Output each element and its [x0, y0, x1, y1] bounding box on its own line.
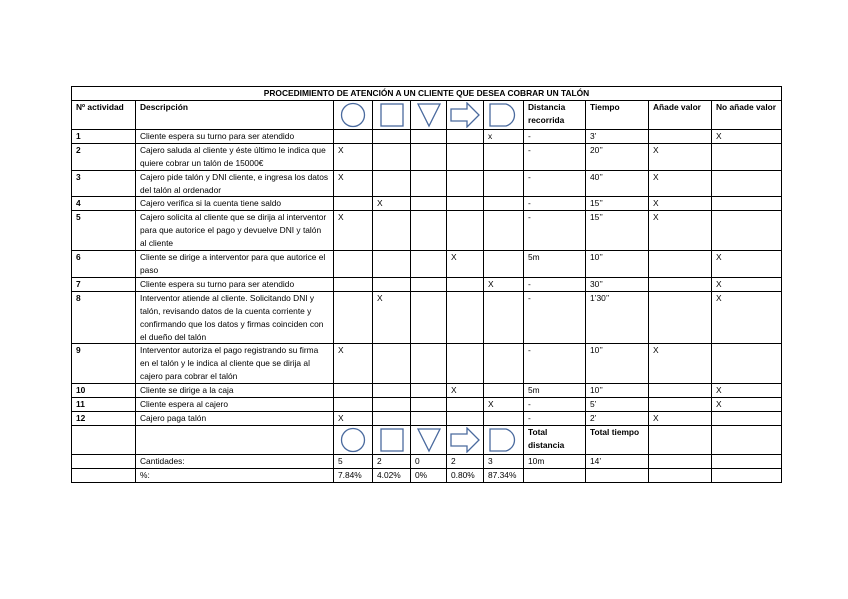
mark-adds-value [649, 129, 712, 143]
mark-adds-value: X [649, 411, 712, 425]
mark-inspection [373, 277, 411, 291]
mark-inspection: X [373, 197, 411, 211]
mark-transport [447, 344, 484, 384]
activity-time: 10’’ [586, 251, 649, 278]
mark-no-value [712, 143, 782, 170]
activity-distance: 5m [524, 251, 586, 278]
activity-description: Cajero verifica si la cuenta tiene saldo [136, 197, 334, 211]
header-symbol-5 [484, 100, 524, 129]
mark-no-value: X [712, 277, 782, 291]
total-distance-label: Total distancia [524, 425, 586, 454]
storage-triangle-icon [411, 102, 446, 128]
table-row [72, 344, 782, 384]
mark-inspection [373, 251, 411, 278]
activity-time: 15’’ [586, 197, 649, 211]
header-symbol-3 [411, 100, 447, 129]
mark-no-value [712, 197, 782, 211]
header-no-value: No añade valor [712, 100, 782, 129]
header-num: Nº actividad [72, 100, 136, 129]
activity-distance: - [524, 344, 586, 384]
table-row [72, 384, 782, 398]
mark-no-value [712, 211, 782, 251]
activity-time: 40’’ [586, 170, 649, 197]
mark-operation: X [334, 344, 373, 384]
quantity-c2: 2 [373, 454, 411, 468]
activity-description: Cliente se dirige a la caja [136, 384, 334, 398]
table-row [72, 129, 782, 143]
activity-number: 2 [72, 143, 136, 170]
mark-no-value [712, 170, 782, 197]
quantities-row [72, 454, 782, 468]
quantity-c4: 2 [447, 454, 484, 468]
table-row [72, 277, 782, 291]
activity-number: 8 [72, 291, 136, 344]
activity-distance: - [524, 197, 586, 211]
mark-storage [411, 197, 447, 211]
mark-delay: X [484, 277, 524, 291]
activity-number: 3 [72, 170, 136, 197]
mark-delay [484, 197, 524, 211]
activity-distance: - [524, 398, 586, 412]
mark-delay: X [484, 398, 524, 412]
operation-circle-icon [334, 427, 372, 453]
mark-operation: X [334, 143, 373, 170]
activity-number: 6 [72, 251, 136, 278]
storage-triangle-icon [411, 427, 446, 453]
mark-inspection [373, 143, 411, 170]
mark-storage [411, 398, 447, 412]
summary-symbol-3 [411, 425, 447, 454]
activity-number: 1 [72, 129, 136, 143]
activity-distance: - [524, 277, 586, 291]
mark-adds-value: X [649, 143, 712, 170]
mark-operation: X [334, 411, 373, 425]
table-title: PROCEDIMIENTO DE ATENCIÓN A UN CLIENTE QUE DESEA COBRAR UN TALÓN [72, 87, 782, 101]
mark-no-value: X [712, 251, 782, 278]
mark-storage [411, 211, 447, 251]
mark-inspection [373, 411, 411, 425]
header-distance: Distancia recorrida [524, 100, 586, 129]
mark-transport [447, 291, 484, 344]
activity-description: Cliente espera su turno para ser atendido [136, 129, 334, 143]
percent-c3: 0% [411, 468, 447, 482]
summary-symbol-row [72, 425, 782, 454]
mark-no-value [712, 344, 782, 384]
activity-distance: - [524, 143, 586, 170]
activity-distance: - [524, 211, 586, 251]
quantity-distance: 10m [524, 454, 586, 468]
quantities-label: Cantidades: [136, 454, 334, 468]
activity-description: Cliente espera su turno para ser atendido [136, 277, 334, 291]
mark-delay [484, 251, 524, 278]
table-row [72, 211, 782, 251]
mark-adds-value: X [649, 344, 712, 384]
mark-operation [334, 291, 373, 344]
mark-storage [411, 384, 447, 398]
inspection-square-icon [373, 427, 410, 453]
summary-symbol-2 [373, 425, 411, 454]
activity-distance: - [524, 170, 586, 197]
mark-inspection [373, 211, 411, 251]
summary-symbol-1 [334, 425, 373, 454]
mark-storage [411, 129, 447, 143]
mark-transport [447, 197, 484, 211]
mark-operation: X [334, 211, 373, 251]
delay-d-icon [484, 102, 523, 128]
table-row [72, 143, 782, 170]
mark-transport [447, 143, 484, 170]
activity-time: 1’30’’ [586, 291, 649, 344]
mark-operation [334, 251, 373, 278]
mark-transport [447, 398, 484, 412]
quantity-time: 14’ [586, 454, 649, 468]
activity-number: 5 [72, 211, 136, 251]
mark-transport [447, 277, 484, 291]
mark-storage [411, 251, 447, 278]
header-adds-value: Añade valor [649, 100, 712, 129]
mark-storage [411, 277, 447, 291]
activity-number: 10 [72, 384, 136, 398]
activity-description: Cajero pide talón y DNI cliente, e ingresa los datos del talón al ordenador [136, 170, 334, 197]
mark-inspection [373, 129, 411, 143]
activity-time: 30’’ [586, 277, 649, 291]
mark-no-value: X [712, 291, 782, 344]
activity-time: 5’ [586, 398, 649, 412]
mark-storage [411, 344, 447, 384]
quantity-c5: 3 [484, 454, 524, 468]
mark-transport: X [447, 384, 484, 398]
header-symbol-4 [447, 100, 484, 129]
mark-adds-value: X [649, 211, 712, 251]
mark-transport [447, 411, 484, 425]
mark-delay [484, 344, 524, 384]
percent-label: %: [136, 468, 334, 482]
quantity-c3: 0 [411, 454, 447, 468]
quantity-c1: 5 [334, 454, 373, 468]
activity-description: Cajero paga talón [136, 411, 334, 425]
mark-inspection [373, 398, 411, 412]
mark-adds-value: X [649, 197, 712, 211]
mark-adds-value [649, 277, 712, 291]
summary-symbol-4 [447, 425, 484, 454]
mark-inspection: X [373, 291, 411, 344]
header-row [72, 100, 782, 129]
summary-symbol-5 [484, 425, 524, 454]
inspection-square-icon [373, 102, 410, 128]
mark-operation [334, 398, 373, 412]
activity-time: 15’’ [586, 211, 649, 251]
mark-adds-value [649, 398, 712, 412]
mark-inspection [373, 384, 411, 398]
mark-adds-value [649, 384, 712, 398]
mark-delay [484, 211, 524, 251]
mark-inspection [373, 170, 411, 197]
header-symbol-2 [373, 100, 411, 129]
mark-delay [484, 291, 524, 344]
percent-c2: 4.02% [373, 468, 411, 482]
activity-time: 3’ [586, 129, 649, 143]
header-time: Tiempo [586, 100, 649, 129]
mark-operation: X [334, 170, 373, 197]
mark-storage [411, 170, 447, 197]
header-desc: Descripción [136, 100, 334, 129]
table-row [72, 251, 782, 278]
activity-time: 20’’ [586, 143, 649, 170]
table-row [72, 291, 782, 344]
activity-description: Cajero saluda al cliente y éste último le indica que quiere cobrar un talón de 15000€ [136, 143, 334, 170]
mark-adds-value [649, 291, 712, 344]
mark-storage [411, 411, 447, 425]
header-symbol-1 [334, 100, 373, 129]
activity-time: 10’’ [586, 384, 649, 398]
mark-transport [447, 170, 484, 197]
total-time-label: Total tiempo [586, 425, 649, 454]
mark-transport: X [447, 251, 484, 278]
mark-delay [484, 170, 524, 197]
mark-operation [334, 384, 373, 398]
activity-number: 4 [72, 197, 136, 211]
mark-no-value: X [712, 129, 782, 143]
table-row [72, 398, 782, 412]
mark-delay [484, 384, 524, 398]
activity-distance: - [524, 411, 586, 425]
activity-distance: 5m [524, 384, 586, 398]
activity-number: 12 [72, 411, 136, 425]
mark-delay: x [484, 129, 524, 143]
activity-number: 9 [72, 344, 136, 384]
operation-circle-icon [334, 102, 372, 128]
mark-no-value [712, 411, 782, 425]
mark-operation [334, 277, 373, 291]
activity-distance: - [524, 129, 586, 143]
activity-time: 10’’ [586, 344, 649, 384]
mark-no-value: X [712, 398, 782, 412]
activity-description: Cliente se dirige a interventor para que autorice el paso [136, 251, 334, 278]
table-row [72, 170, 782, 197]
transport-arrow-icon [447, 102, 483, 128]
percent-c4: 0.80% [447, 468, 484, 482]
percent-row [72, 468, 782, 482]
activity-description: Cliente espera al cajero [136, 398, 334, 412]
mark-no-value: X [712, 384, 782, 398]
activity-number: 7 [72, 277, 136, 291]
delay-d-icon [484, 427, 523, 453]
mark-storage [411, 291, 447, 344]
table-row [72, 411, 782, 425]
activity-number: 11 [72, 398, 136, 412]
mark-inspection [373, 344, 411, 384]
activity-description: Interventor autoriza el pago registrando su firma en el talón y le indica al cliente que se dirija al cajero para cobrar el talón [136, 344, 334, 384]
percent-c5: 87.34% [484, 468, 524, 482]
activity-table [71, 86, 782, 483]
mark-storage [411, 143, 447, 170]
activity-description: Interventor atiende al cliente. Solicitando DNI y talón, revisando datos de la cuenta corriente y confirmando que los datos y firmas coinciden con el dueño del talón [136, 291, 334, 344]
mark-delay [484, 411, 524, 425]
mark-adds-value [649, 251, 712, 278]
activity-description: Cajero solicita al cliente que se dirija al interventor para que autorice el pago y devuelve DNI y talón al cliente [136, 211, 334, 251]
mark-operation [334, 197, 373, 211]
mark-transport [447, 129, 484, 143]
mark-delay [484, 143, 524, 170]
transport-arrow-icon [447, 427, 483, 453]
activity-time: 2’ [586, 411, 649, 425]
activity-distance: - [524, 291, 586, 344]
percent-c1: 7.84% [334, 468, 373, 482]
mark-operation [334, 129, 373, 143]
table-row [72, 197, 782, 211]
mark-adds-value: X [649, 170, 712, 197]
mark-transport [447, 211, 484, 251]
